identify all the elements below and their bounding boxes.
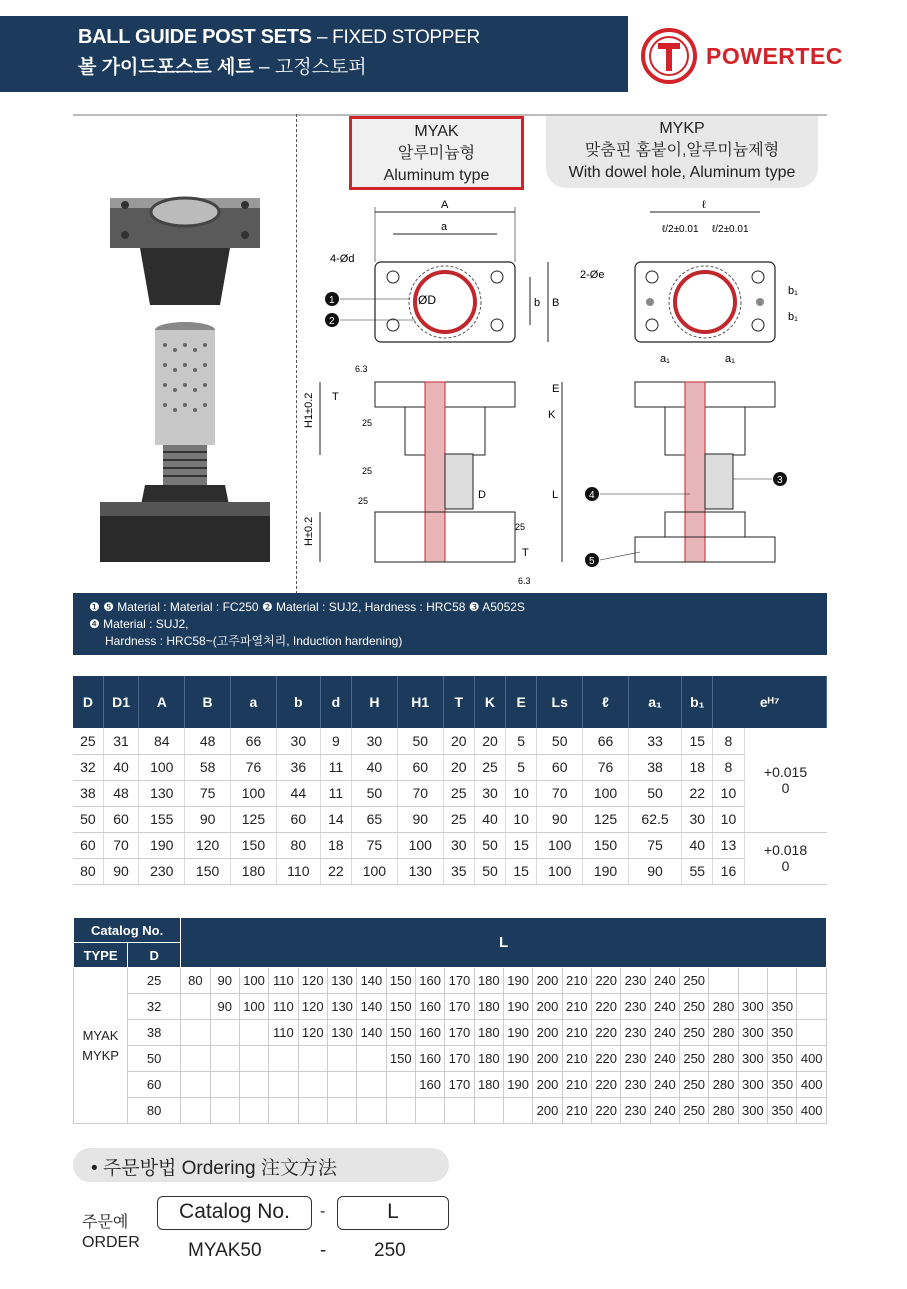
- spec-row: 60 70 190 120 150 80 18 75 100 30 50 15 100 150 75 40 13 +0.018 0: [73, 832, 827, 858]
- brand-logo: [640, 26, 880, 86]
- dim-4d: 4-Ød: [330, 253, 355, 265]
- spec-row: 80 90 230 150 180 110 22 100 130 35 50 15 100 190 90 55 16: [73, 858, 827, 884]
- order-example-catalog: MYAK50: [188, 1240, 262, 1261]
- spec-row: 32 40 100 58 76 36 11 40 60 20 25 5 60 76 38 18 8: [73, 754, 827, 780]
- order-catalog-box: Catalog No.: [157, 1196, 312, 1230]
- dim-K: K: [548, 409, 556, 421]
- dim-B: B: [552, 297, 560, 309]
- brand-mark-icon: [640, 27, 698, 85]
- rough-63-top: 6.3: [355, 364, 368, 374]
- catalog-row: 60 160 170 180 190 200 210 220 230 240 250 280 300 350 400: [74, 1072, 827, 1098]
- tolerance-cell: +0.015 0: [744, 728, 826, 832]
- dim-L: L: [552, 489, 559, 501]
- dim-A: A: [441, 199, 449, 211]
- rough-25-c: 25: [358, 496, 369, 506]
- type-myak: MYAK 알루미늄형 Aluminum type: [349, 116, 524, 190]
- spec-row: 50 60 155 90 125 60 14 65 90 25 40 10 90 125 62.5 30 10: [73, 806, 827, 832]
- callout-3: 3: [777, 475, 783, 486]
- material-notes: ❶ ❺ Material : Material : FC250 ❷ Material : SUJ2, Hardness : HRC58 ❸ A5052S ❹ Material : SUJ2, Hardness : HRC58~(고주파열처리, Induction hardening): [73, 593, 827, 655]
- figure-divider: [296, 114, 297, 594]
- ordering-title: • 주문방법 Ordering 注文方法: [73, 1148, 449, 1182]
- dim-b1-bottom: b₁: [788, 311, 798, 323]
- dim-b1-top: b₁: [788, 285, 798, 297]
- title-ko: 볼 가이드포스트 세트 – 고정스토퍼: [78, 57, 367, 78]
- order-label-en: ORDER: [82, 1234, 140, 1251]
- product-photo: [95, 190, 270, 575]
- rough-25-d: 25: [515, 522, 526, 532]
- dim-E: E: [552, 383, 560, 395]
- catalog-row: 38 110 120 130 140 150 160 170 180 190 200 210 220 230 240 250 280 300 350: [74, 1020, 827, 1046]
- callout-5: 5: [589, 556, 595, 567]
- rough-25-b: 25: [362, 466, 373, 476]
- order-dash: -: [320, 1203, 326, 1220]
- catalog-row: 32 90 100 110 120 130 140 150 160 170 180 190 200 210 220 230 240 250 280 300 350: [74, 994, 827, 1020]
- spec-row: 25 31 84 48 66 30 9 30 50 20 20 5 50 66 33 15 8 +0.015 0: [73, 728, 827, 754]
- rough-25-a: 25: [362, 418, 373, 428]
- dim-b: b: [534, 297, 541, 309]
- title-en: BALL GUIDE POST SETS – FIXED STOPPER: [78, 26, 480, 48]
- technical-drawing: [300, 192, 825, 592]
- rough-63-bottom: 6.3: [518, 576, 531, 586]
- dim-half-l-2: ℓ/2±0.01: [712, 224, 749, 235]
- type-label-cell: MYAK MYKP: [74, 968, 128, 1124]
- dim-a1-left: a₁: [660, 353, 670, 365]
- order-example-dash: -: [320, 1240, 327, 1261]
- catalog-row: 50 150 160 170 180 190 200 210 220 230 240 250 280 300 350 400: [74, 1046, 827, 1072]
- dim-2e: 2-Øe: [580, 269, 605, 281]
- dim-D: D: [478, 489, 486, 501]
- brand-name: POWERTEC: [706, 42, 843, 69]
- dim-T-bottom: T: [522, 547, 529, 559]
- dim-a1-right: a₁: [725, 353, 735, 365]
- spec-table: [73, 676, 827, 885]
- page-header: [0, 16, 628, 92]
- dim-H1: H1±0.2: [303, 392, 315, 428]
- spec-row: 38 48 130 75 100 44 11 50 70 25 30 10 70 100 50 22 10: [73, 780, 827, 806]
- dim-T-top: T: [332, 391, 339, 403]
- order-example-l: 250: [374, 1240, 406, 1261]
- catalog-table: Catalog No. L TYPE D MYAK MYKP 25 80 90 100 110 120 130 140 150 160 170 180 190 200 210 220 230 240 250 32 90 100 110 120 130 140 150 160 170 180 190 200 210 220 230 240 250 280 300 350 38 110 120 130 140 150 160 170 180 190 200 210 220 230 240 250 280 300 350 50 150 160 170 180 190 200 210 220 230 240 250 280 300 350 400 60 160 170 180 190 200 210 220 230 240 250 280 300 350 400 80 200 210 220 230 240 250 280 300 350 400: [73, 917, 827, 1124]
- order-l-box: L: [337, 1196, 449, 1230]
- dim-a: a: [441, 221, 448, 233]
- dim-od: ØD: [418, 293, 436, 307]
- dim-half-l-1: ℓ/2±0.01: [662, 224, 699, 235]
- order-label-ko: 주문예: [82, 1214, 129, 1231]
- type-mykp: MYKP 맞춤핀 홈붙이,알루미늄제형 With dowel hole, Aluminum type: [546, 116, 818, 188]
- dim-H: H±0.2: [303, 516, 315, 546]
- catalog-row: 80 200 210 220 230 240 250 280 300 350 400: [74, 1098, 827, 1124]
- catalog-row: MYAK MYKP 25 80 90 100 110 120 130 140 150 160 170 180 190 200 210 220 230 240 250: [74, 968, 827, 994]
- tolerance-cell: +0.018 0: [744, 832, 826, 884]
- callout-4: 4: [589, 490, 595, 501]
- spec-header-row: D D1 A B a b d H H1 T K E Ls ℓ a₁ b₁ eᴴ⁷: [73, 676, 827, 728]
- callout-1: 1: [329, 295, 335, 306]
- dim-l: ℓ: [702, 199, 706, 211]
- callout-2: 2: [329, 316, 335, 327]
